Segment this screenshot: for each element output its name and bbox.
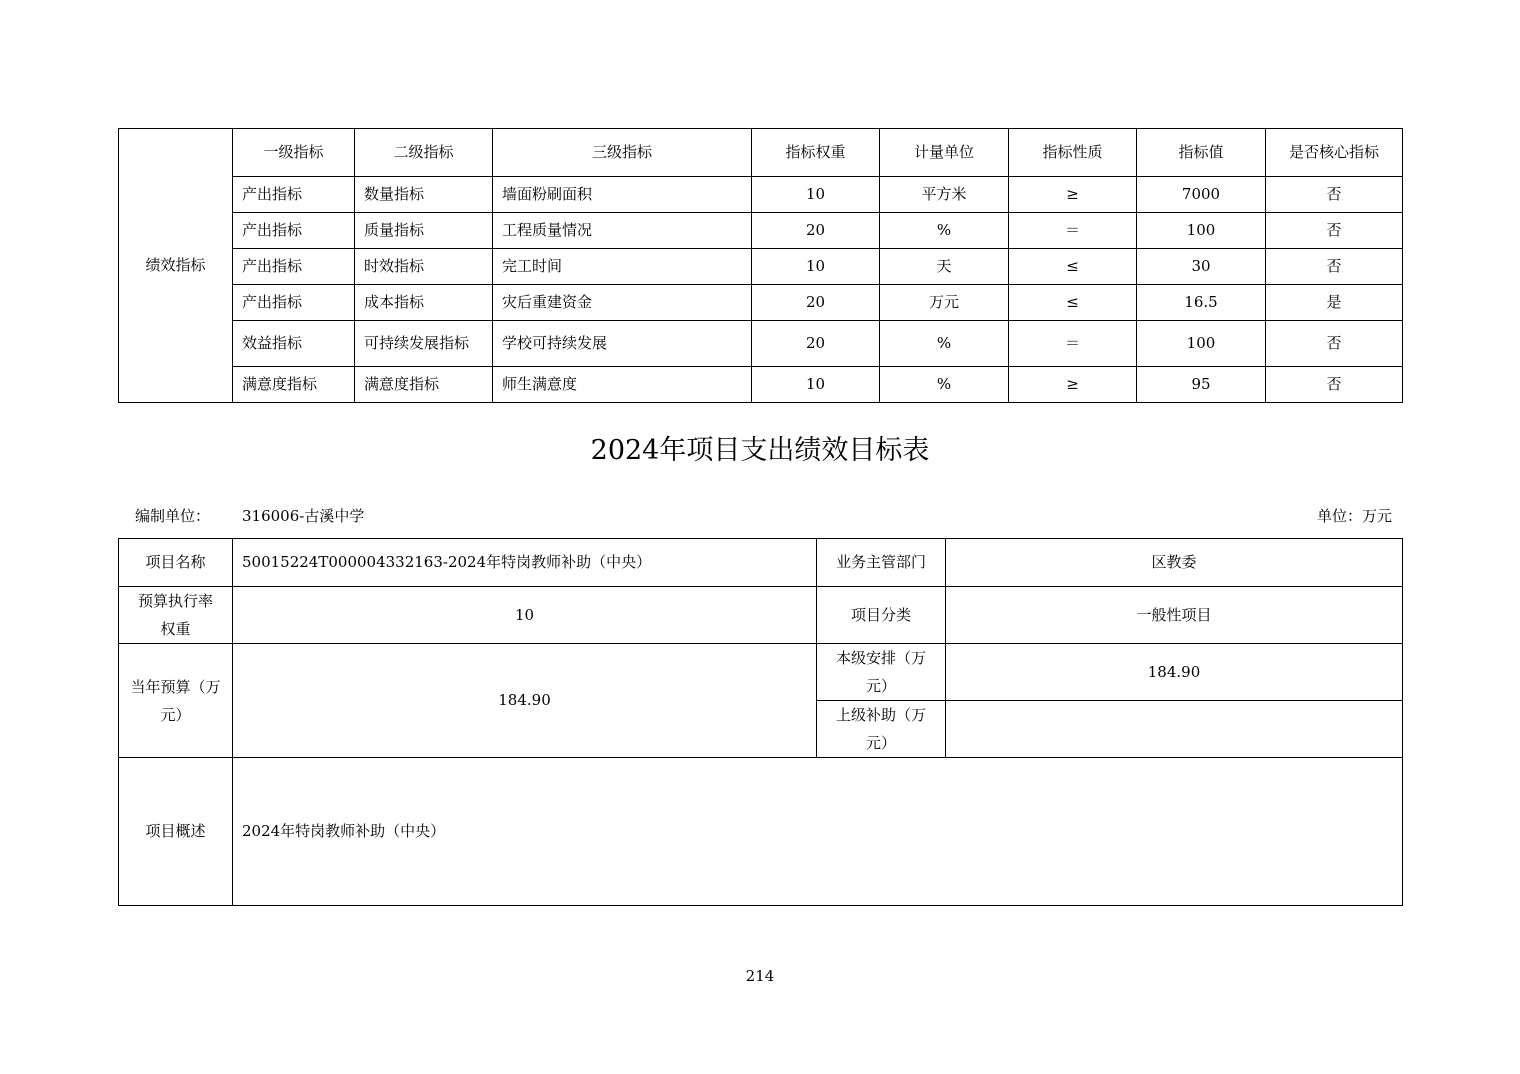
table-cell: 学校可持续发展 xyxy=(493,321,752,367)
local-budget-label-line2: 元） xyxy=(865,677,896,695)
table-row xyxy=(119,758,1403,906)
project-info-table xyxy=(118,538,1403,906)
table-cell: 产出指标 xyxy=(233,213,355,249)
table-cell: 否 xyxy=(1266,249,1403,285)
table-cell: ＝ xyxy=(1009,213,1137,249)
header-cell: 三级指标 xyxy=(493,129,752,177)
budget-value: 184.90 xyxy=(233,644,817,758)
page-number: 214 xyxy=(745,967,775,985)
header-cell: 指标值 xyxy=(1137,129,1266,177)
table-row xyxy=(119,321,1403,367)
table-cell: 否 xyxy=(1266,213,1403,249)
table-row xyxy=(119,367,1403,403)
table-row xyxy=(119,587,1403,644)
header-cell: 是否核心指标 xyxy=(1266,129,1403,177)
upper-subsidy-value xyxy=(946,701,1403,758)
table-cell: 20 xyxy=(752,321,880,367)
table-cell: ≥ xyxy=(1009,367,1137,403)
header-cell: 一级指标 xyxy=(233,129,355,177)
table-cell: 工程质量情况 xyxy=(493,213,752,249)
table-row xyxy=(119,539,1403,587)
table-cell: 万元 xyxy=(880,285,1009,321)
table-cell: 10 xyxy=(752,249,880,285)
table-cell: 成本指标 xyxy=(355,285,493,321)
table-cell: 平方米 xyxy=(880,177,1009,213)
table-cell: % xyxy=(880,321,1009,367)
table-header-row xyxy=(119,129,1403,177)
table-cell: 产出指标 xyxy=(233,177,355,213)
unit-label: 单位：万元 xyxy=(1316,507,1392,525)
table-cell: % xyxy=(880,367,1009,403)
table-cell: 灾后重建资金 xyxy=(493,285,752,321)
table-cell: 完工时间 xyxy=(493,249,752,285)
dept-value: 区教委 xyxy=(946,539,1403,587)
project-name-value: 50015224T000004332163-2024年特岗教师补助（中央） xyxy=(233,539,817,587)
org-value: 316006-古溪中学 xyxy=(242,507,365,525)
table-row xyxy=(119,285,1403,321)
table-cell: 天 xyxy=(880,249,1009,285)
table-cell: 7000 xyxy=(1137,177,1266,213)
category-value: 一般性项目 xyxy=(946,587,1403,644)
section-label-cell: 绩效指标 xyxy=(119,129,233,403)
table-cell: 10 xyxy=(752,177,880,213)
table-cell: 95 xyxy=(1137,367,1266,403)
category-label: 项目分类 xyxy=(817,587,946,644)
upper-subsidy-label-line1: 上级补助（万 xyxy=(835,706,926,724)
dept-label: 业务主管部门 xyxy=(817,539,946,587)
table-cell: 20 xyxy=(752,213,880,249)
table-cell: 否 xyxy=(1266,321,1403,367)
table-cell: 可持续发展指标 xyxy=(355,321,493,367)
table-cell: 数量指标 xyxy=(355,177,493,213)
budget-label-line2: 元） xyxy=(160,705,191,724)
table-cell: 100 xyxy=(1137,213,1266,249)
local-budget-value: 184.90 xyxy=(946,644,1403,701)
table-cell: 墙面粉刷面积 xyxy=(493,177,752,213)
table-cell: 满意度指标 xyxy=(355,367,493,403)
overview-label: 项目概述 xyxy=(119,758,233,906)
table-cell: 满意度指标 xyxy=(233,367,355,403)
exec-rate-value: 10 xyxy=(233,587,817,644)
table-cell: ＝ xyxy=(1009,321,1137,367)
table-cell: 是 xyxy=(1266,285,1403,321)
table-cell: 效益指标 xyxy=(233,321,355,367)
budget-label-line1: 当年预算（万 xyxy=(130,677,221,696)
table-cell: 否 xyxy=(1266,367,1403,403)
table-cell: 质量指标 xyxy=(355,213,493,249)
exec-rate-label xyxy=(119,587,233,644)
table-cell: 产出指标 xyxy=(233,249,355,285)
table-cell: 16.5 xyxy=(1137,285,1266,321)
local-budget-label-line1: 本级安排（万 xyxy=(835,649,926,667)
exec-rate-label-line1: 预算执行率 xyxy=(137,592,213,610)
table-cell: 100 xyxy=(1137,321,1266,367)
upper-subsidy-label-line2: 元） xyxy=(865,734,896,752)
page-title: 2024年项目支出绩效目标表 xyxy=(590,435,930,466)
table-cell: % xyxy=(880,213,1009,249)
table-cell: 否 xyxy=(1266,177,1403,213)
table-cell: 20 xyxy=(752,285,880,321)
table-cell: 10 xyxy=(752,367,880,403)
table-cell: 产出指标 xyxy=(233,285,355,321)
header-cell: 计量单位 xyxy=(880,129,1009,177)
exec-rate-label-line2: 权重 xyxy=(160,620,191,638)
table-cell: 30 xyxy=(1137,249,1266,285)
header-cell: 指标性质 xyxy=(1009,129,1137,177)
budget-label xyxy=(119,644,233,758)
table-cell: ≤ xyxy=(1009,249,1137,285)
table-cell: 时效指标 xyxy=(355,249,493,285)
table-row xyxy=(119,644,1403,701)
header-cell: 二级指标 xyxy=(355,129,493,177)
table-cell: 师生满意度 xyxy=(493,367,752,403)
org-label: 编制单位： xyxy=(135,507,211,525)
table-row xyxy=(119,213,1403,249)
header-cell: 指标权重 xyxy=(752,129,880,177)
table-cell: ≤ xyxy=(1009,285,1137,321)
table-cell: ≥ xyxy=(1009,177,1137,213)
project-name-label: 项目名称 xyxy=(119,539,233,587)
performance-indicator-table xyxy=(118,128,1403,403)
overview-value: 2024年特岗教师补助（中央） xyxy=(233,758,1403,906)
local-budget-label xyxy=(817,644,946,701)
table-row xyxy=(119,249,1403,285)
upper-subsidy-label xyxy=(817,701,946,758)
table-row xyxy=(119,177,1403,213)
